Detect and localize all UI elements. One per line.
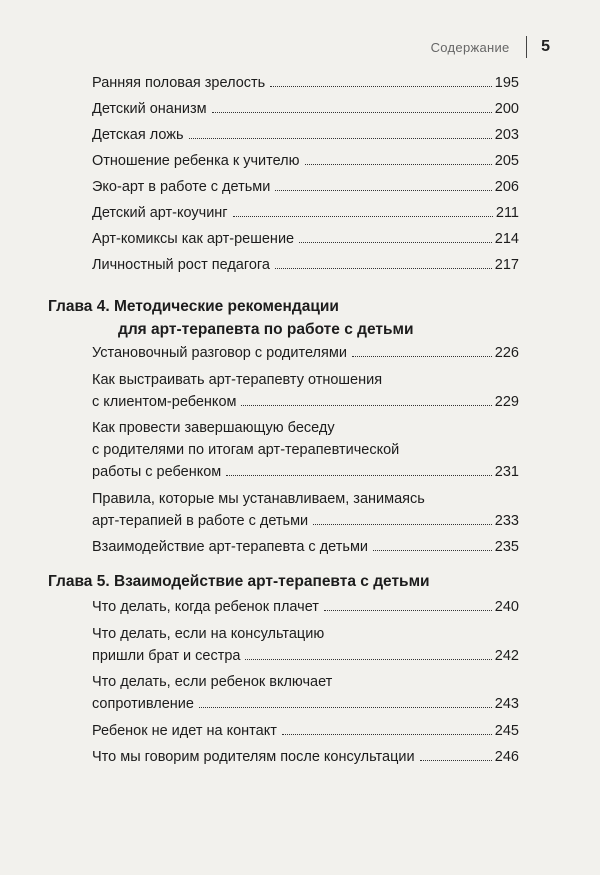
dot-leader <box>241 405 491 406</box>
dot-leader <box>275 268 492 269</box>
toc-page-number: 245 <box>494 722 519 739</box>
toc-entry-text: Что делать, когда ребенок плачет <box>92 599 319 615</box>
toc-entry-text: работы с ребенком <box>92 464 222 481</box>
chapter-5-heading <box>48 570 430 593</box>
dot-leader <box>282 734 492 735</box>
toc-page-number: 243 <box>494 696 519 713</box>
toc-page-number: 217 <box>494 257 519 273</box>
toc-entry-text: Как провести завершающую беседу <box>92 420 335 437</box>
toc-entry <box>92 417 519 483</box>
dot-leader <box>212 112 492 113</box>
toc-entry <box>92 124 519 146</box>
dot-leader <box>299 242 492 243</box>
toc-page-number: 226 <box>494 345 519 361</box>
toc-entry-text: Личностный рост педагога <box>92 257 270 273</box>
toc-page-number: 233 <box>494 512 519 529</box>
toc-page-number: 195 <box>494 75 519 91</box>
toc-entry-text: арт-терапией в работе с детьми <box>92 512 309 529</box>
toc-entry-text: Что мы говорим родителям после консультации <box>92 749 415 766</box>
toc-entry-text: Взаимодействие арт-терапевта с детьми <box>92 539 369 556</box>
toc-entry-text: Отношение ребенка к учителю <box>92 153 300 169</box>
dot-leader <box>226 475 492 476</box>
dot-leader <box>275 190 491 191</box>
toc-page-number: 235 <box>494 539 519 556</box>
toc-page-number: 229 <box>494 393 519 410</box>
toc-entry <box>92 176 519 198</box>
toc-entry-text: Ребенок не идет на контакт <box>92 722 277 739</box>
toc-entry <box>92 746 519 768</box>
dot-leader <box>189 138 492 139</box>
toc-entry <box>92 623 519 667</box>
toc-entry-text: Арт-комиксы как арт-решение <box>92 231 295 247</box>
toc-page-number: 200 <box>494 101 519 117</box>
toc-entry <box>92 596 519 618</box>
page-number: 5 <box>541 38 550 55</box>
toc-entry-text: Детский арт-коучинг <box>92 205 228 221</box>
toc-page-number: 205 <box>494 153 519 169</box>
chapter-4-heading <box>48 295 414 341</box>
dot-leader <box>245 659 491 660</box>
dot-leader <box>199 707 492 708</box>
toc-entry-text: с родителями по итогам арт-терапевтической <box>92 442 400 459</box>
toc-entry <box>92 254 519 276</box>
toc-entry-text: сопротивление <box>92 696 194 713</box>
toc-entry <box>92 671 519 715</box>
toc-entry-text: Детская ложь <box>92 127 184 143</box>
toc-entry-text: Что делать, если на консультацию <box>92 625 325 642</box>
toc-entry-text: Детский онанизм <box>92 101 207 117</box>
toc-entry-text: с клиентом-ребенком <box>92 393 237 410</box>
running-header <box>431 36 550 58</box>
toc-entry <box>92 72 519 94</box>
dot-leader <box>352 356 492 357</box>
dot-leader <box>373 550 492 551</box>
toc-entry <box>92 488 519 532</box>
chapter-4-subtitle: для арт-терапевта по работе с детьми <box>118 321 414 338</box>
chapter-4-title: Глава 4. Методические рекомендации <box>48 298 339 315</box>
toc-entry <box>92 98 519 120</box>
section-title: Содержание <box>430 39 510 55</box>
dot-leader <box>313 524 492 525</box>
toc-page-number: 231 <box>494 464 519 481</box>
toc-entry <box>92 202 519 224</box>
toc-entry <box>92 720 519 742</box>
toc-entry-text: Эко-арт в работе с детьми <box>92 179 271 195</box>
toc-entry-text: Как выстраивать арт-терапевту отношения <box>92 371 383 388</box>
toc-entry-text: пришли брат и сестра <box>92 647 241 664</box>
toc-page-number: 214 <box>494 231 519 247</box>
dot-leader <box>233 216 493 217</box>
chapter-5-title: Глава 5. Взаимодействие арт-терапевта с детьми <box>48 573 430 590</box>
toc-page-number: 203 <box>494 127 519 143</box>
header-divider <box>526 36 528 58</box>
toc-entry-text: Правила, которые мы устанавливаем, занимаясь <box>92 490 425 507</box>
toc-entry <box>92 536 519 558</box>
dot-leader <box>324 610 492 611</box>
toc-entry <box>92 342 519 364</box>
toc-entry-text: Что делать, если ребенок включает <box>92 674 333 691</box>
toc-page-number: 240 <box>494 599 519 615</box>
dot-leader <box>270 86 492 87</box>
dot-leader <box>305 164 492 165</box>
toc-page-number: 211 <box>495 205 519 221</box>
toc-entry-text: Ранняя половая зрелость <box>92 75 266 91</box>
toc-entry <box>92 150 519 172</box>
toc-entry <box>92 228 519 250</box>
toc-page-number: 206 <box>494 179 519 195</box>
toc-page-number: 242 <box>494 647 519 664</box>
toc-page-number: 246 <box>494 749 519 766</box>
dot-leader <box>420 760 492 761</box>
toc-entry <box>92 369 519 413</box>
toc-entry-text: Установочный разговор с родителями <box>92 345 347 361</box>
